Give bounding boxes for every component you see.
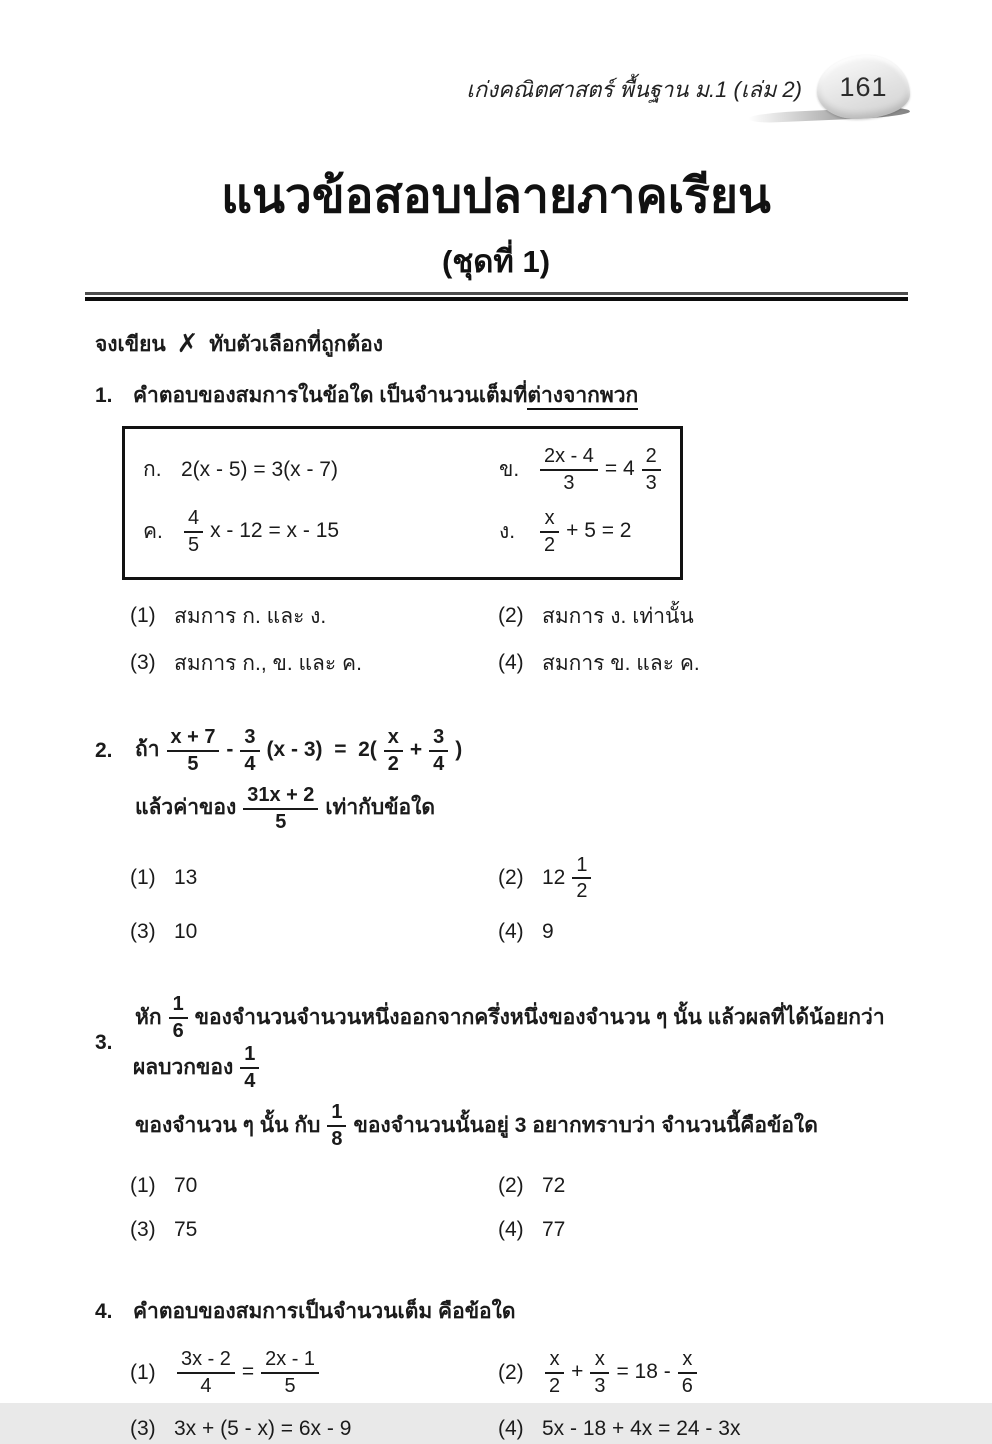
fraction-denominator: 5 <box>167 750 220 776</box>
choice-item <box>498 1171 908 1201</box>
choice-equation <box>540 1348 702 1398</box>
choice-item <box>498 854 908 904</box>
question-text <box>133 1101 820 1151</box>
choice-item <box>130 1348 498 1398</box>
question-number: 1. <box>95 383 113 407</box>
math-text: เท่ากับข้อใด <box>325 796 436 820</box>
fraction <box>545 1348 564 1398</box>
math-text: 2(x - 5) = 3(x - 7) <box>181 457 338 481</box>
math-text: สมการ ง. เท่านั้น <box>542 604 694 628</box>
math-text: 5x - 18 + 4x = 24 - 3x <box>542 1416 741 1440</box>
fraction-numerator: 3x - 2 <box>181 1348 231 1370</box>
page-title: แนวข้อสอบปลายภาคเรียน <box>221 170 771 223</box>
choice-item <box>130 1414 498 1444</box>
question-2-line2 <box>133 784 908 834</box>
choice-text <box>172 866 199 890</box>
fraction-denominator: 5 <box>261 1372 319 1398</box>
fraction-denominator: 6 <box>678 1372 697 1398</box>
math-text: = 4 <box>604 457 635 481</box>
question-4-header <box>95 1295 908 1328</box>
choice-text <box>172 1218 199 1242</box>
fraction-numerator: 2x - 1 <box>265 1348 316 1370</box>
fraction <box>590 1348 609 1398</box>
equation-label: ง. <box>499 520 516 544</box>
choice-text <box>540 1218 567 1242</box>
fraction-numerator: 1 <box>576 853 588 876</box>
choice-item <box>498 600 908 633</box>
fraction-denominator: 3 <box>642 469 661 495</box>
fraction-denominator: 4 <box>240 750 259 776</box>
fraction-numerator: x <box>594 1348 605 1370</box>
fraction <box>540 445 598 495</box>
fraction-denominator: 6 <box>169 1017 188 1043</box>
choice-item <box>498 1414 908 1444</box>
choice-text <box>172 600 328 633</box>
question-3-line2 <box>133 1101 908 1151</box>
math-text: 3x + (5 - x) = 6x - 9 <box>174 1416 352 1440</box>
math-text: 70 <box>174 1174 198 1197</box>
question-text <box>133 379 638 412</box>
question-number: 4. <box>95 1299 113 1323</box>
math-text: 77 <box>542 1218 566 1241</box>
fraction-denominator: 2 <box>545 1372 564 1398</box>
question-3-header <box>95 993 908 1093</box>
equation-item-d <box>499 507 672 557</box>
math-text: สมการ ก., ข. และ ค. <box>174 651 362 675</box>
math-text: สมการ ข. และ ค. <box>542 651 700 675</box>
cross-mark: ✗ <box>176 328 199 358</box>
fraction-numerator: x <box>387 725 399 748</box>
fraction-numerator: 1 <box>244 1043 256 1066</box>
fraction <box>240 1043 259 1093</box>
choice-equation <box>172 1417 353 1441</box>
choice-item <box>498 1348 908 1398</box>
fraction <box>572 854 591 904</box>
fraction-denominator: 8 <box>327 1125 346 1151</box>
choice-item <box>130 1171 498 1201</box>
question-equation <box>133 726 464 776</box>
question-text-underlined: ต่างจากพวก <box>527 384 638 410</box>
math-text: = <box>241 1360 255 1384</box>
math-text: (x - 3) = 2( <box>266 738 377 762</box>
choice-number: (1) <box>130 604 156 628</box>
page-number: 161 <box>839 71 888 102</box>
math-text: 75 <box>174 1218 198 1241</box>
math-text: 9 <box>542 920 554 944</box>
choice-number: (3) <box>130 920 156 944</box>
equation-box <box>122 426 683 580</box>
math-text: แล้วค่าของ <box>135 796 237 820</box>
equation <box>179 458 340 482</box>
choice-text <box>540 854 596 904</box>
fraction <box>327 1101 346 1151</box>
fraction-denominator: 2 <box>572 877 591 903</box>
equation-label: ก. <box>143 458 162 482</box>
fraction <box>642 445 661 495</box>
fraction <box>384 726 403 776</box>
fraction-numerator: 3 <box>244 725 256 748</box>
choice-number: (1) <box>130 1174 156 1197</box>
fraction-numerator: x + 7 <box>170 725 216 748</box>
question-3-choices <box>130 1171 908 1245</box>
fraction <box>240 726 259 776</box>
question-equation <box>133 783 437 833</box>
math-text: ของจำนวนนั้นอยู่ 3 อยากทราบว่า จำนวนนี้คือข้อใด <box>353 1113 818 1137</box>
equation-item-c <box>143 507 499 557</box>
fraction <box>261 1348 319 1398</box>
fraction <box>169 993 188 1043</box>
choice-item <box>130 1215 498 1245</box>
math-text: + <box>571 1360 584 1384</box>
choice-number: (2) <box>498 604 524 628</box>
fraction <box>540 507 559 557</box>
fraction-numerator: x <box>549 1348 560 1370</box>
choice-number: (1) <box>130 866 156 890</box>
fraction <box>678 1348 697 1398</box>
math-text: สมการ ก. และ ง. <box>174 604 327 628</box>
question-text: คำตอบของสมการเป็นจำนวนเต็ม คือข้อใด <box>133 1300 516 1323</box>
fraction <box>177 1348 235 1398</box>
math-text: 10 <box>174 920 198 944</box>
choice-number: (3) <box>130 1218 156 1241</box>
question-4-choices <box>130 1348 908 1444</box>
math-text: หัก <box>135 1005 162 1029</box>
page-subtitle: (ชุดที่ 1) <box>441 244 551 279</box>
math-text: 13 <box>174 866 198 890</box>
choice-text <box>540 647 702 680</box>
book-title: เก่งคณิตศาสตร์ พื้นฐาน ม.1 (เล่ม 2) <box>466 77 802 102</box>
fraction-numerator: 2 <box>645 445 657 467</box>
math-text: + 5 = 2 <box>566 519 632 543</box>
math-text: ของจำนวนจำนวนหนึ่งออกจากครึ่งหนึ่งของจำนวน ๆ นั้น แล้วผลที่ได้น้อยกว่าผลบวกของ <box>133 1005 885 1079</box>
page-number-bubble <box>817 55 910 119</box>
fraction-numerator: 31x + 2 <box>247 783 315 806</box>
choice-text <box>172 920 199 944</box>
math-text: 72 <box>542 1174 566 1197</box>
equation-item-b <box>499 445 672 495</box>
choice-number: (4) <box>498 651 524 675</box>
fraction-denominator: 2 <box>540 531 559 557</box>
question-2-header <box>95 726 908 776</box>
instruction-prefix: จงเขียน <box>95 333 166 356</box>
instruction-suffix: ทับตัวเลือกที่ถูกต้อง <box>209 333 384 356</box>
fraction-denominator: 4 <box>240 1067 259 1093</box>
equation <box>535 507 633 557</box>
fraction-denominator: 4 <box>429 750 448 776</box>
choice-number: (4) <box>498 1416 524 1440</box>
question-number: 3. <box>95 1031 113 1055</box>
fraction-denominator: 3 <box>590 1372 609 1398</box>
fraction-numerator: 1 <box>172 993 184 1016</box>
choice-item <box>130 600 498 633</box>
choice-item <box>498 647 908 680</box>
equation-item-a <box>143 445 499 495</box>
question-number: 2. <box>95 738 113 762</box>
choice-number: (3) <box>130 1416 156 1440</box>
math-text: = 18 - <box>616 1360 671 1384</box>
math-text: - <box>226 738 234 762</box>
equation-label: ข. <box>499 458 520 482</box>
choice-item <box>498 917 908 947</box>
question-text-main: คำตอบของสมการในข้อใด เป็นจำนวนเต็มที่ <box>133 384 528 407</box>
content <box>95 327 908 1444</box>
choice-number: (2) <box>498 866 524 890</box>
fraction-numerator: x <box>544 506 555 529</box>
fraction-denominator: 5 <box>243 808 318 834</box>
equation <box>535 445 666 495</box>
instruction <box>95 327 908 359</box>
title-divider <box>85 292 908 301</box>
choice-item <box>498 1215 908 1245</box>
fraction-numerator: x <box>682 1348 693 1370</box>
fraction-numerator: 1 <box>331 1101 343 1124</box>
fraction <box>243 784 318 834</box>
choice-number: (1) <box>130 1360 156 1384</box>
question-text <box>133 993 908 1093</box>
choice-item <box>130 854 498 904</box>
choice-text <box>540 600 696 633</box>
choice-number: (3) <box>130 651 156 675</box>
choice-item <box>130 917 498 947</box>
choice-text <box>172 1174 199 1198</box>
math-text: + <box>409 738 423 762</box>
question-1-choices <box>130 600 908 680</box>
choice-equation <box>172 1348 324 1398</box>
fraction <box>167 726 220 776</box>
fraction-denominator: 4 <box>177 1372 235 1398</box>
fraction-numerator: 3 <box>433 725 445 748</box>
choice-text <box>172 647 364 680</box>
math-text: ถ้า <box>135 738 160 762</box>
math-text: ของจำนวน ๆ นั้น กับ <box>135 1113 321 1137</box>
math-text: ) <box>455 738 463 762</box>
math-text: x - 12 = x - 15 <box>210 519 340 543</box>
choice-equation <box>540 1417 742 1441</box>
choice-text <box>540 920 556 944</box>
choice-text <box>540 1174 567 1198</box>
fraction-denominator: 5 <box>184 531 203 557</box>
choice-item <box>130 647 498 680</box>
fraction-numerator: 2x - 4 <box>544 445 594 467</box>
equation <box>179 507 341 557</box>
choice-number: (2) <box>498 1360 524 1384</box>
fraction-numerator: 4 <box>188 506 200 529</box>
fraction-denominator: 2 <box>384 750 403 776</box>
question-2-choices <box>130 854 908 948</box>
equation-label: ค. <box>143 520 163 544</box>
choice-number: (4) <box>498 920 524 944</box>
choice-number: (2) <box>498 1174 524 1197</box>
fraction <box>429 726 448 776</box>
question-1-header <box>95 379 908 412</box>
choice-number: (4) <box>498 1218 524 1241</box>
fraction-denominator: 3 <box>540 469 598 495</box>
math-text: 12 <box>542 865 566 889</box>
fraction <box>184 507 203 557</box>
